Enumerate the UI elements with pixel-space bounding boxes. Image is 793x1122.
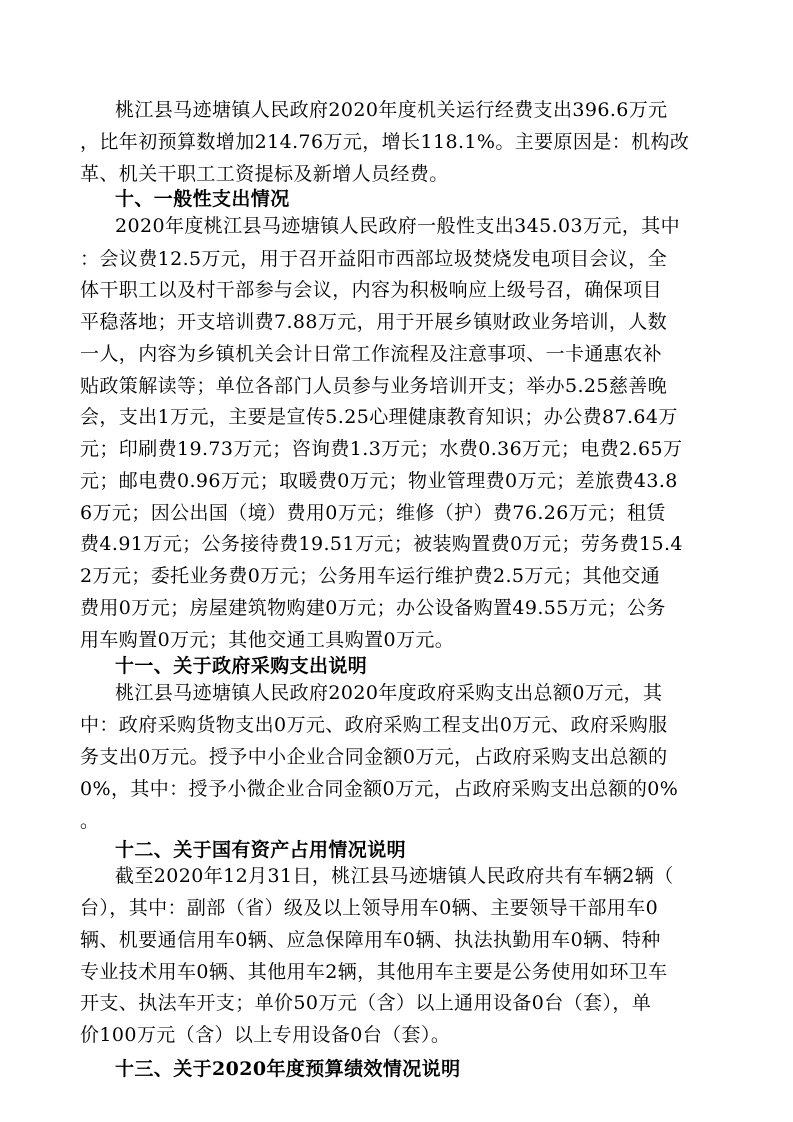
- paragraph-line: 务支出0万元。授予中小企业合同金额0万元，占政府采购支出总额的: [80, 746, 668, 768]
- paragraph-line: 2020年度桃江县马迹塘镇人民政府一般性支出345.03万元，其中: [115, 215, 681, 237]
- paragraph-line: 。: [80, 810, 100, 832]
- paragraph-line: 一人，内容为乡镇机关会计日常工作流程及注意事项、一卡通惠农补: [80, 343, 663, 365]
- section-heading-11: 十一、关于政府采购支出说明: [115, 655, 368, 677]
- paragraph-line: 元；印刷费19.73万元；咨询费1.3万元；水费0.36万元；电费2.65万: [80, 438, 683, 460]
- paragraph-line: 平稳落地；开支培训费7.88万元，用于开展乡镇财政业务培训，人数: [80, 311, 668, 333]
- section-heading-10: 十、一般性支出情况: [115, 188, 290, 210]
- paragraph-line: 中：政府采购货物支出0万元、政府采购工程支出0万元、政府采购服: [80, 714, 668, 736]
- paragraph-line: 费4.91万元；公务接待费19.51万元；被装购置费0万元；劳务费15.4: [80, 533, 683, 555]
- paragraph-line: 贴政策解读等；单位各部门人员参与业务培训开支；举办5.25慈善晚: [80, 375, 668, 397]
- paragraph-line: 桃江县马迹塘镇人民政府2020年度政府采购支出总额0万元，其: [115, 682, 663, 704]
- paragraph-line: 价100万元（含）以上专用设备0台（套）。: [80, 1024, 451, 1046]
- paragraph-line: 桃江县马迹塘镇人民政府2020年度机关运行经费支出396.6万元: [115, 99, 668, 121]
- paragraph-line: 2万元；委托业务费0万元；公务用车运行维护费2.5万元；其他交通: [80, 565, 661, 587]
- paragraph-line: 费用0万元；房屋建筑物购建0万元；办公设备购置49.55万元；公务: [80, 597, 666, 619]
- paragraph-line: 6万元；因公出国（境）费用0万元；维修（护）费76.26万元；租赁: [80, 502, 666, 524]
- section-heading-12: 十二、关于国有资产占用情况说明: [115, 839, 407, 861]
- paragraph-line: 专业技术用车0辆、其他用车2辆，其他用车主要是公务使用如环卫车: [80, 961, 668, 983]
- paragraph-line: 元；邮电费0.96万元；取暖费0万元；物业管理费0万元；差旅费43.8: [80, 470, 678, 492]
- paragraph-line: 会，支出1万元，主要是宣传5.25心理健康教育知识；办公费87.64万: [80, 406, 678, 428]
- paragraph-line: 体干职工以及村干部参与会议，内容为积极响应上级号召，确保项目: [80, 279, 663, 301]
- paragraph-line: ，比年初预算数增加214.76万元，增长118.1%。主要原因是：机构改: [80, 131, 690, 153]
- paragraph-line: ：会议费12.5万元，用于召开益阳市西部垃圾焚烧发电项目会议，全: [80, 248, 668, 270]
- paragraph-line: 台），其中：副部（省）级及以上领导用车0辆、主要领导干部用车0: [80, 897, 659, 919]
- paragraph-line: 用车购置0万元；其他交通工具购置0万元。: [80, 629, 455, 651]
- paragraph-line: 开支、执法车开支；单价50万元（含）以上通用设备0台（套），单: [80, 992, 652, 1014]
- paragraph-line: 辆、机要通信用车0辆、应急保障用车0辆、执法执勤用车0辆、特种: [80, 929, 661, 951]
- paragraph-line: 革、机关干职工工资提标及新增人员经费。: [80, 163, 449, 185]
- paragraph-line: 截至2020年12月31日，桃江县马迹塘镇人民政府共有车辆2辆（: [115, 865, 674, 887]
- paragraph-line: 0%，其中：授予小微企业合同金额0万元，占政府采购支出总额的0%: [80, 778, 679, 800]
- section-heading-13: 十三、关于2020年度预算绩效情况说明: [115, 1058, 461, 1080]
